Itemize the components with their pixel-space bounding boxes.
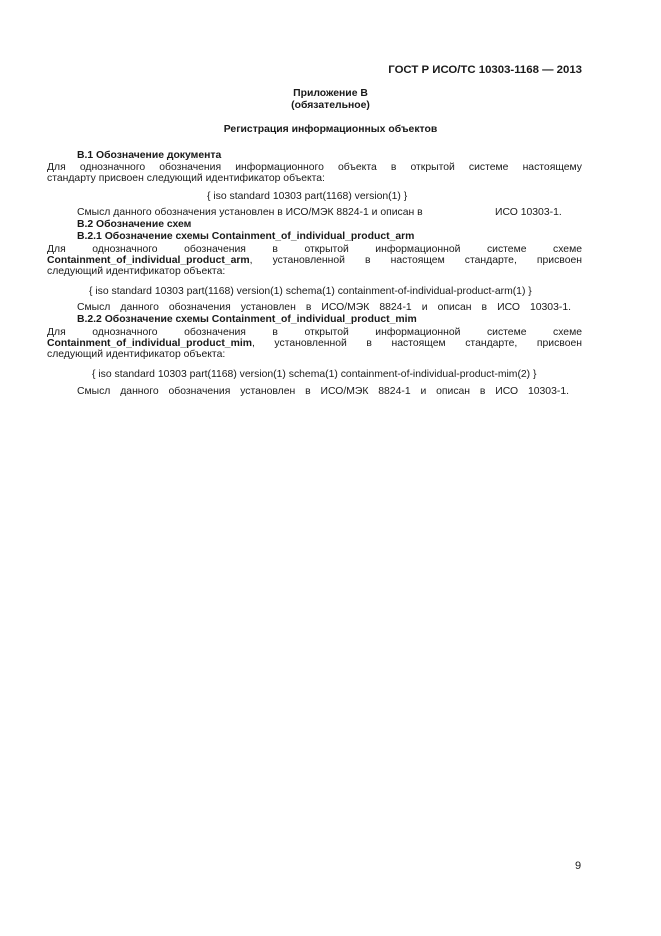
paragraph-line: Для однозначного обозначения в открытой информационной системе схеме	[47, 244, 582, 255]
paragraph-line: следующий идентификатор объекта:	[47, 266, 226, 277]
paragraph-line: стандарту присвоен следующий идентификатор объекта:	[47, 173, 325, 184]
b1-meaning-reference: ИСО 10303-1.	[495, 207, 562, 218]
b1-identifier: { iso standard 10303 part(1168) version(1) }	[207, 191, 408, 202]
annex-title: Приложение В	[293, 88, 368, 99]
b22-meaning	[77, 386, 569, 397]
schema-name: Containment_of_individual_product_arm	[47, 255, 250, 266]
section-b22-paragraph	[47, 327, 582, 360]
paragraph-line-rest: , установленной в настоящем стандарте, присвоен	[249, 255, 582, 266]
b21-identifier: { iso standard 10303 part(1168) version(1) schema(1) containment-of-individual-product-arm(1) }	[89, 286, 532, 297]
section-b1-title: В.1 Обозначение документа	[77, 150, 222, 161]
paragraph-line	[47, 338, 582, 349]
section-b21-title: В.2.1 Обозначение схемы Containment_of_individual_product_arm	[77, 231, 415, 242]
annex-heading: Регистрация информационных объектов	[223, 124, 438, 135]
paragraph-line-rest: , установленной в настоящем стандарте, присвоен	[251, 338, 582, 349]
document-code: ГОСТ Р ИСО/ТС 10303-1168 — 2013	[388, 64, 582, 76]
paragraph-line: Для однозначного обозначения информационного объекта в открытой системе настоящему	[47, 162, 582, 173]
paragraph-line: Для однозначного обозначения в открытой информационной системе схеме	[47, 327, 582, 338]
page-number: 9	[575, 860, 582, 872]
b1-meaning-text: Смысл данного обозначения установлен в ИСО/МЭК 8824-1 и описан в	[77, 207, 423, 218]
paragraph-line: следующий идентификатор объекта:	[47, 349, 226, 360]
section-b22-title: В.2.2 Обозначение схемы Containment_of_individual_product_mim	[77, 314, 417, 325]
paragraph-line: Смысл данного обозначения установлен в ИСО/МЭК 8824-1 и описан в ИСО 10303-1.	[77, 302, 571, 313]
section-b2-title: В.2 Обозначение схем	[77, 219, 192, 230]
section-b1-paragraph	[47, 162, 582, 184]
paragraph-line: Смысл данного обозначения установлен в ИСО/МЭК 8824-1 и описан в ИСО 10303-1.	[77, 386, 569, 397]
schema-name: Containment_of_individual_product_mim	[47, 338, 252, 349]
annex-status: (обязательное)	[291, 100, 370, 111]
b22-identifier: { iso standard 10303 part(1168) version(1) schema(1) containment-of-individual-product-mim(2) }	[92, 369, 537, 380]
paragraph-line	[47, 255, 582, 266]
section-b21-paragraph	[47, 244, 582, 277]
b21-meaning	[77, 302, 571, 313]
